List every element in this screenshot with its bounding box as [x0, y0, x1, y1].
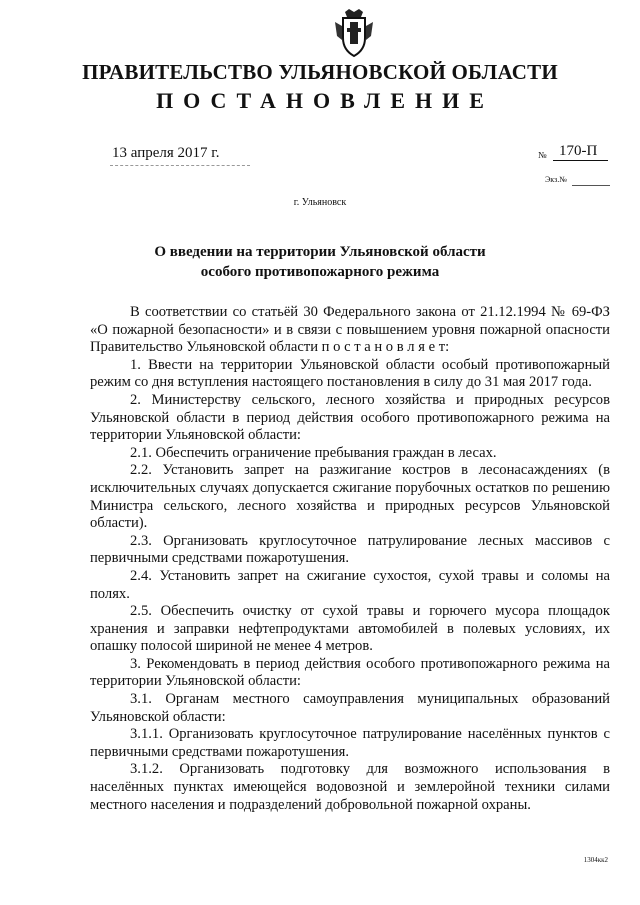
document-title: [120, 242, 520, 282]
document-type: ПОСТАНОВЛЕНИЕ: [156, 88, 494, 113]
paragraph-2-1: 2.1. Обеспечить ограничение пребывания граждан в лесах.: [130, 444, 497, 461]
document-number: 170-П: [553, 143, 608, 161]
copy-number-label: Экз.№: [545, 175, 567, 184]
city: г. Ульяновск: [293, 197, 347, 208]
paragraph-1: 1. Ввести на территории Ульяновской области особый противопожарный режим со дня вступления настоящего постановления в силу до 31 мая 2017 года.: [90, 356, 610, 391]
title-line-1: О введении на территории Ульяновской области: [154, 244, 486, 260]
paragraph-3-1: 3.1. Органам местного самоуправления муниципальных образований Ульяновской области:: [90, 691, 610, 725]
paragraph-2-4: 2.4. Установить запрет на сжигание сухостоя, сухой травы и соломы на полях.: [90, 567, 610, 602]
document-body: [90, 304, 610, 814]
paragraph-2: 2. Министерству сельского, лесного хозяйства и природных ресурсов Ульяновской области в период действия особого противопожарного режима на территории Ульяновской области:: [90, 391, 610, 444]
paragraph-2-2: 2.2. Установить запрет на разжигание костров в лесонасаждениях (в исключительных случаях допускается сжигание порубочных остатков по решению Министра сельского, лесного хозяйства и природных ресурсов Ульяновской области).: [90, 462, 610, 532]
paragraph-3: 3. Рекомендовать в период действия особого противопожарного режима на территории Ульяновской области:: [90, 655, 610, 690]
paragraph-2-5: 2.5. Обеспечить очистку от сухой травы и горючего мусора площадок хранения и заправки нефтепродуктами автомобилей в полевых условиях, их опашку полосой шириной не менее 4 метров.: [90, 603, 610, 655]
footer-code: 1304кк2: [583, 856, 608, 864]
coat-of-arms-icon: [333, 8, 375, 58]
paragraph-3-1-1: 3.1.1. Организовать круглосуточное патрулирование населённых пунктов с первичными средствами пожаротушения.: [90, 726, 610, 760]
paragraph-2-3: 2.3. Организовать круглосуточное патрулирование лесных массивов с первичными средствами пожаротушения.: [90, 532, 610, 567]
organization-name: ПРАВИТЕЛЬСТВО УЛЬЯНОВСКОЙ ОБЛАСТИ: [82, 60, 558, 84]
title-line-2: особого противопожарного режима: [200, 264, 440, 280]
number-label: №: [538, 150, 547, 160]
paragraph-preamble: В соответствии со статьёй 30 Федерального закона от 21.12.1994 № 69-ФЗ «О пожарной безопасности» и в связи с повышением уровня пожарной опасности Правительство Ульяновской области п о с т а н о в л я е т:: [90, 304, 610, 356]
copy-number-line: [572, 185, 610, 186]
paragraph-3-1-2: 3.1.2. Организовать подготовку для возможного использования в населённых пунктах имеющейся водовозной и землеройной техники силами местного населения и подразделений добровольной пожарной охраны.: [90, 761, 610, 813]
date-underline: [110, 165, 250, 167]
document-date: 13 апреля 2017 г.: [112, 145, 220, 161]
